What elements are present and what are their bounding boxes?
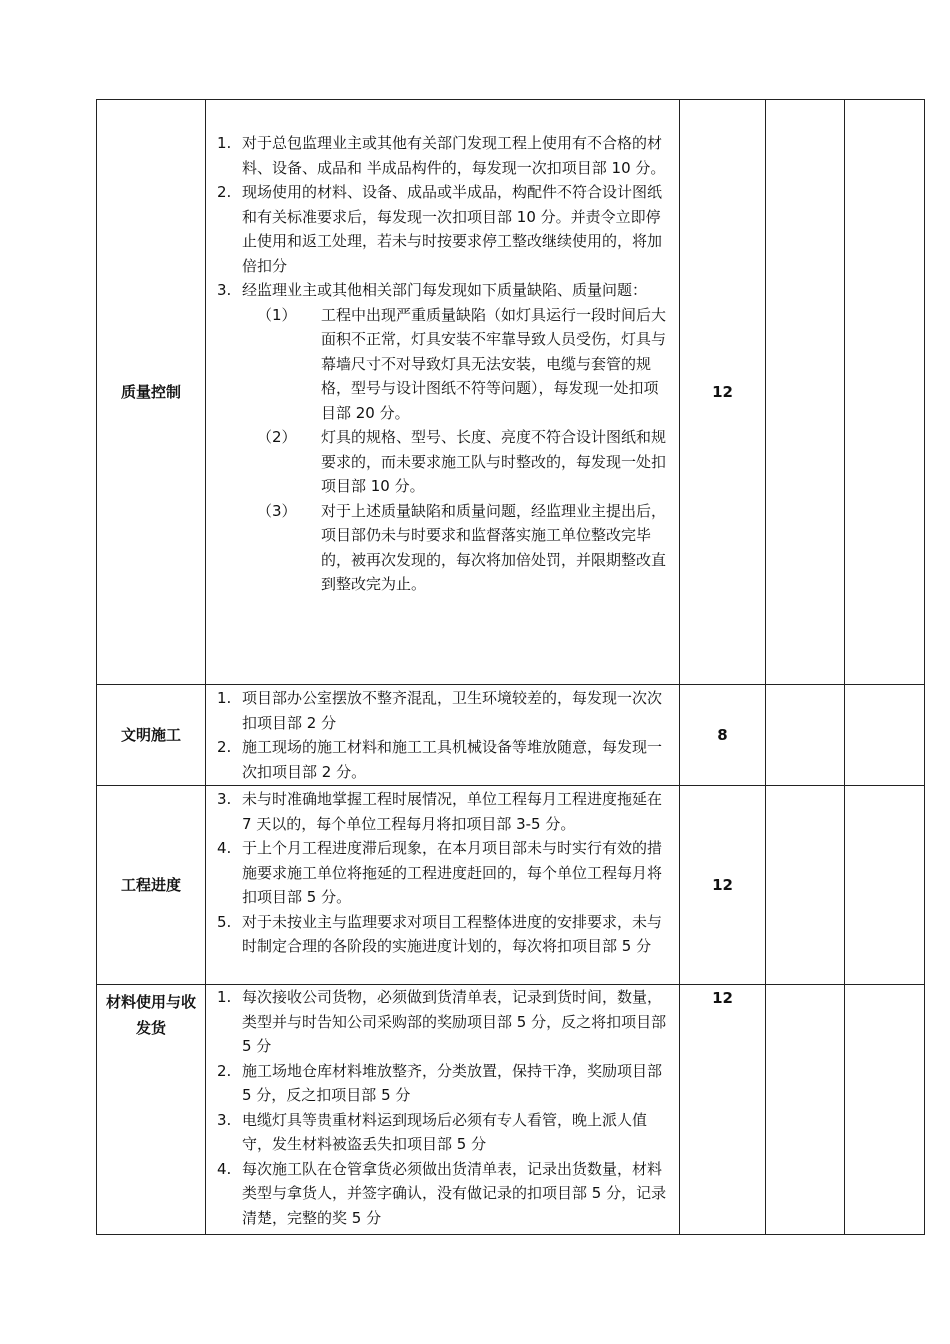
scoring-table: [96, 99, 925, 1235]
empty-cell: [766, 985, 845, 1235]
list-item: 2. 施工场地仓库材料堆放整齐，分类放置，保持干净，奖励项目部 5 分，反之扣项目部 5 分: [217, 1061, 663, 1104]
empty-cell: [766, 786, 845, 985]
content-cell: [206, 786, 680, 985]
table-row-civilized: [97, 685, 925, 786]
category-cell: 工程进度: [97, 786, 206, 985]
list-item: 5. 对于未按业主与监理要求对项目工程整体进度的安排要求，未与时制定合理的各阶段的实施进度计划的，每次将扣项目部 5 分: [217, 912, 663, 955]
category-cell: 文明施工: [97, 685, 206, 786]
table-row-quality: [97, 100, 925, 685]
score-cell: 12: [680, 985, 766, 1235]
table-row-progress: [97, 786, 925, 985]
list-item: 1. 对于总包监理业主或其他有关部门发现工程上使用有不合格的材料、设备、成品和 半成品构件的，每发现一次扣项目部 10 分。: [217, 134, 666, 177]
list-item: 1. 每次接收公司货物，必须做到货清单表，记录到货时间，数量，类型并与时告知公司采购部的奖励项目部 5 分，反之将扣项目部 5 分: [217, 988, 667, 1055]
list-item: 3. 电缆灯具等贵重材料运到现场后必须有专人看管，晚上派人值守，发生材料被盗丢失扣项目部 5 分: [217, 1110, 648, 1153]
list-item: 2. 现场使用的材料、设备、成品或半成品，构配件不符合设计图纸和有关标准要求后，每发现一次扣项目部 10 分。并责令立即停止使用和返工处理，若未与时按要求停工整改继续使用的，将加倍扣分: [217, 183, 663, 275]
list-item: 2. 施工现场的施工材料和施工工具机械设备等堆放随意，每发现一次扣项目部 2 分。: [217, 738, 663, 781]
sub-list-item: （1） 工程中出现严重质量缺陷（如灯具运行一段时间后大面积不正常，灯具安装不牢靠导致人员受伤，灯具与幕墙尺寸不对导致灯具无法安装，电缆与套管的规格，型号与设计图纸不符等问题），每发现一处扣项目部 20 分。: [257, 305, 667, 422]
sub-list-item: （2） 灯具的规格、型号、长度、亮度不符合设计图纸和规要求的，而未要求施工队与时整改的，每发现一处扣项目部 10 分。: [257, 428, 667, 495]
empty-cell: [766, 685, 845, 786]
empty-cell: [845, 100, 925, 685]
list-item: 3. 经监理业主或其他相关部门每发现如下质量缺陷、质量问题：: [217, 281, 648, 299]
list-item: 4. 于上个月工程进度滞后现象，在本月项目部未与时实行有效的措施要求施工单位将拖延的工程进度赶回的，每个单位工程每月将扣项目部 5 分。: [217, 839, 663, 906]
empty-cell: [845, 685, 925, 786]
score-cell: 12: [680, 100, 766, 685]
content-cell: [206, 100, 680, 685]
empty-cell: [845, 985, 925, 1235]
category-cell: 质量控制: [97, 100, 206, 685]
score-cell: 8: [680, 685, 766, 786]
sub-list-item: （3） 对于上述质量缺陷和质量问题，经监理业主提出后，项目部仍未与时要求和监督落实施工单位整改完毕的，被再次发现的，每次将加倍处罚，并限期整改直到整改完为止。: [257, 501, 667, 593]
table-row-materials: [97, 985, 925, 1235]
list-item: 3. 未与时准确地掌握工程时展情况，单位工程每月工程进度拖延在 7 天以的，每个单位工程每月将扣项目部 3-5 分。: [217, 790, 663, 833]
empty-cell: [766, 100, 845, 685]
score-cell: 12: [680, 786, 766, 985]
list-item: 1. 项目部办公室摆放不整齐混乱，卫生环境较差的，每发现一次次扣项目部 2 分: [217, 689, 663, 732]
content-cell: [206, 685, 680, 786]
category-cell: 材料使用与收发货: [97, 985, 206, 1235]
content-cell: [206, 985, 680, 1235]
list-item: 4. 每次施工队在仓管拿货必须做出货清单表，记录出货数量，材料类型与拿货人，并签字确认，没有做记录的扣项目部 5 分，记录清楚，完整的奖 5 分: [217, 1159, 667, 1227]
empty-cell: [845, 786, 925, 985]
